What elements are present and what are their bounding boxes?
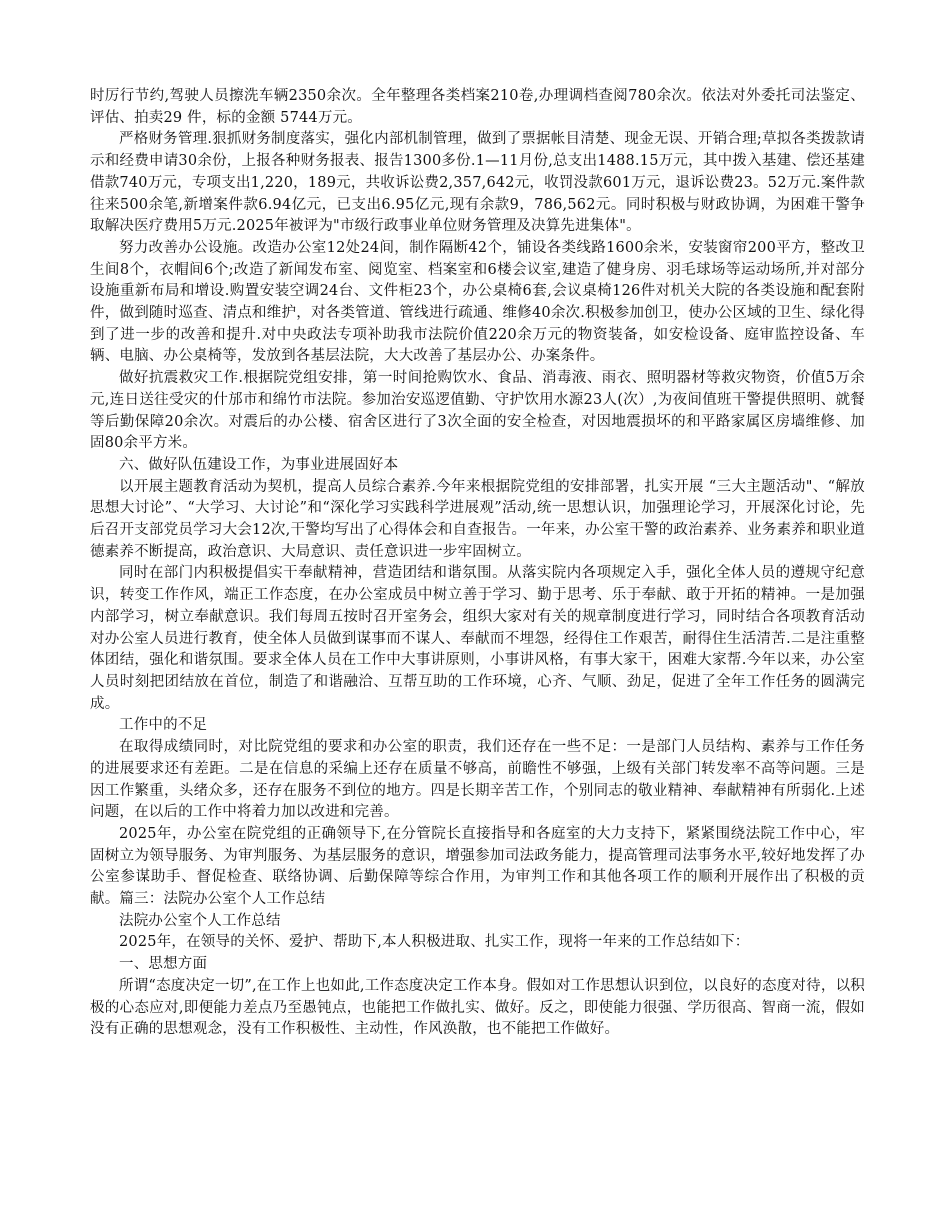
section-heading-thinking: 一、思想方面 bbox=[119, 956, 208, 973]
paragraph-shortcomings: 在取得成绩同时，对比院党组的要求和办公室的职责，我们还存在一些不足：一是部门人员结构、素养与工作任务的进展要求还有差距。二是在信息的采编上还存在质量不够高，前瞻性不够强，上级有关部门转发率不高等问题。三是因工作繁重，头绪众多，还存在服务不到位的地方。四是长期辛苦工作，个别同志的敬业精神、奉献精神有所弱化.上述问题，在以后的工作中将着力加以改进和完善。 bbox=[90, 739, 865, 821]
paragraph-attitude: 所谓“态度决定一切”,在工作上也如此,工作态度决定工作本身。假如对工作思想认识到位，以良好的态度对待，以积极的心态应对,即便能力差点乃至愚钝点，也能把工作做扎实、做好。反之，即使能力很强、学历很高、智商一流，假如没有正确的思想观念，没有工作积极性、主动性，作风涣散，也不能把工作做好。 bbox=[90, 977, 865, 1038]
paragraph-finance: 严格财务管理.狠抓财务制度落实，强化内部机制管理，做到了票据帐目清楚、现金无误、开销合理;草拟各类拨款请示和经费申请30余份，上报各种财务报表、报告1300多份.1—11月份,总支出1488.15万元，其中拨入基建、偿还基建借款740万元，专项支出1,220，189元，共收诉讼费2,357,642元，收罚没款601万元，退诉讼费23。52万元.案件款往来500余笔,新增案件款6.94亿元，已支出6.95亿元,现有余款9，786,562元。同时积极与财政协调，为困难干警争取解决医疗费用5万元.2025年被评为"市级行政事业单位财务管理及决算先进集体"。 bbox=[90, 131, 865, 235]
document-body bbox=[90, 86, 865, 1041]
paragraph-summary: 2025年，办公室在院党组的正确领导下,在分管院长直接指导和各庭室的大力支持下，紧紧围绕法院工作中心，牢固树立为领导服务、为审判服务、为基层服务的意识，增强参加司法政务能力，提高管理司法事务水平,较好地发挥了办公室参谋助手、督促检查、联络协调、后勤保障等综合作用，为审判工作和其他各项工作的顺利开展作出了积极的贡献。篇三：法院办公室个人工作总结 bbox=[90, 825, 865, 908]
section-heading-shortcomings: 工作中的不足 bbox=[119, 717, 208, 734]
section-heading-personal-summary: 法院办公室个人工作总结 bbox=[119, 912, 281, 929]
paragraph-archives: 时厉行节约,驾驶人员擦洗车辆2350余次。全年整理各类档案210卷,办理调档查阅780余次。依法对外委托司法鉴定、评估、拍卖29 件，标的金额 5744万元。 bbox=[90, 88, 865, 126]
paragraph-personal-intro: 2025年，在领导的关怀、爱护、帮助下,本人积极进取、扎实工作，现将一年来的工作总结如下： bbox=[119, 934, 750, 951]
paragraph-facilities: 努力改善办公设施。改造办公室12处24间，制作隔断42个，铺设各类线路1600余米，安装窗帘200平方，整改卫生间8个，衣帽间6个;改造了新闻发布室、阅览室、档案室和6楼会议室,建造了健身房、羽毛球场等运动场所,并对部分设施重新布局和增设.购置安装空调24台、文件柜23个，办公桌椅6套,会议桌椅126件对机关大院的各类设施和配套附件，做到随时巡查、清点和维护，对各类管道、管线进行疏通、维修40余次.积极参加创卫，使办公区域的卫生、绿化得到了进一步的改善和提升.对中央政法专项补助我市法院价值220余万元的物资装备，如安检设备、庭审监控设备、车辆、电脑、办公桌椅等，发放到各基层法院，大大改善了基层办公、办案条件。 bbox=[90, 239, 865, 365]
paragraph-teamwork: 同时在部门内积极提倡实干奉献精神，营造团结和谐氛围。从落实院内各项规定入手，强化全体人员的遵规守纪意识，转变工作作风，端正工作态度，在办公室成员中树立善于学习、勤于思考、乐于奉献、敢于开拓的精神。一是加强内部学习，树立奉献意识。我们每周五按时召开室务会，组织大家对有关的规章制度进行学习，同时结合各项教育活动对办公室人员进行教育，使全体人员做到谋事而不谋人、奉献而不埋怨，经得住工作艰苦，耐得住生活清苦.二是注重整体团结，强化和谐氛围。要求全体人员在工作中大事讲原则，小事讲风格，有事大家干，困难大家帮.今年以来，办公室人员时刻把团结放在首位，制造了和谐融洽、互帮互助的工作环境，心齐、气顺、劲足，促进了全年工作任务的圆满完成。 bbox=[90, 565, 865, 712]
paragraph-education: 以开展主题教育活动为契机，提高人员综合素养.今年来根据院党组的安排部署，扎实开展 “三大主题活动"、“解放思想大讨论”、“大学习、大讨论”和“深化学习实践科学进展观”活动,统一思想认识，加强理论学习，开展深化讨论，先后召开支部党员学习大会12次,干警均写出了心得体会和自查报告。一年来，办公室干警的政治素养、业务素养和职业道德素养不断提高，政治意识、大局意识、责任意识进一步牢固树立。 bbox=[90, 478, 865, 560]
paragraph-earthquake-relief: 做好抗震救灾工作.根据院党组安排，第一时间抢购饮水、食品、消毒液、雨衣、照明器材等救灾物资，价值5万余元,连日送往受灾的什邡市和绵竹市法院。参加治安巡逻值勤、守护饮用水源23人(次）,为夜间值班干警提供照明、就餐等后勤保障20余次。对震后的办公楼、宿舍区进行了3次全面的安全检查，对因地震损坏的和平路家属区房墙维修、加固80余平方米。 bbox=[90, 370, 865, 452]
section-heading-team-building: 六、做好队伍建设工作，为事业进展固好本 bbox=[119, 456, 399, 473]
